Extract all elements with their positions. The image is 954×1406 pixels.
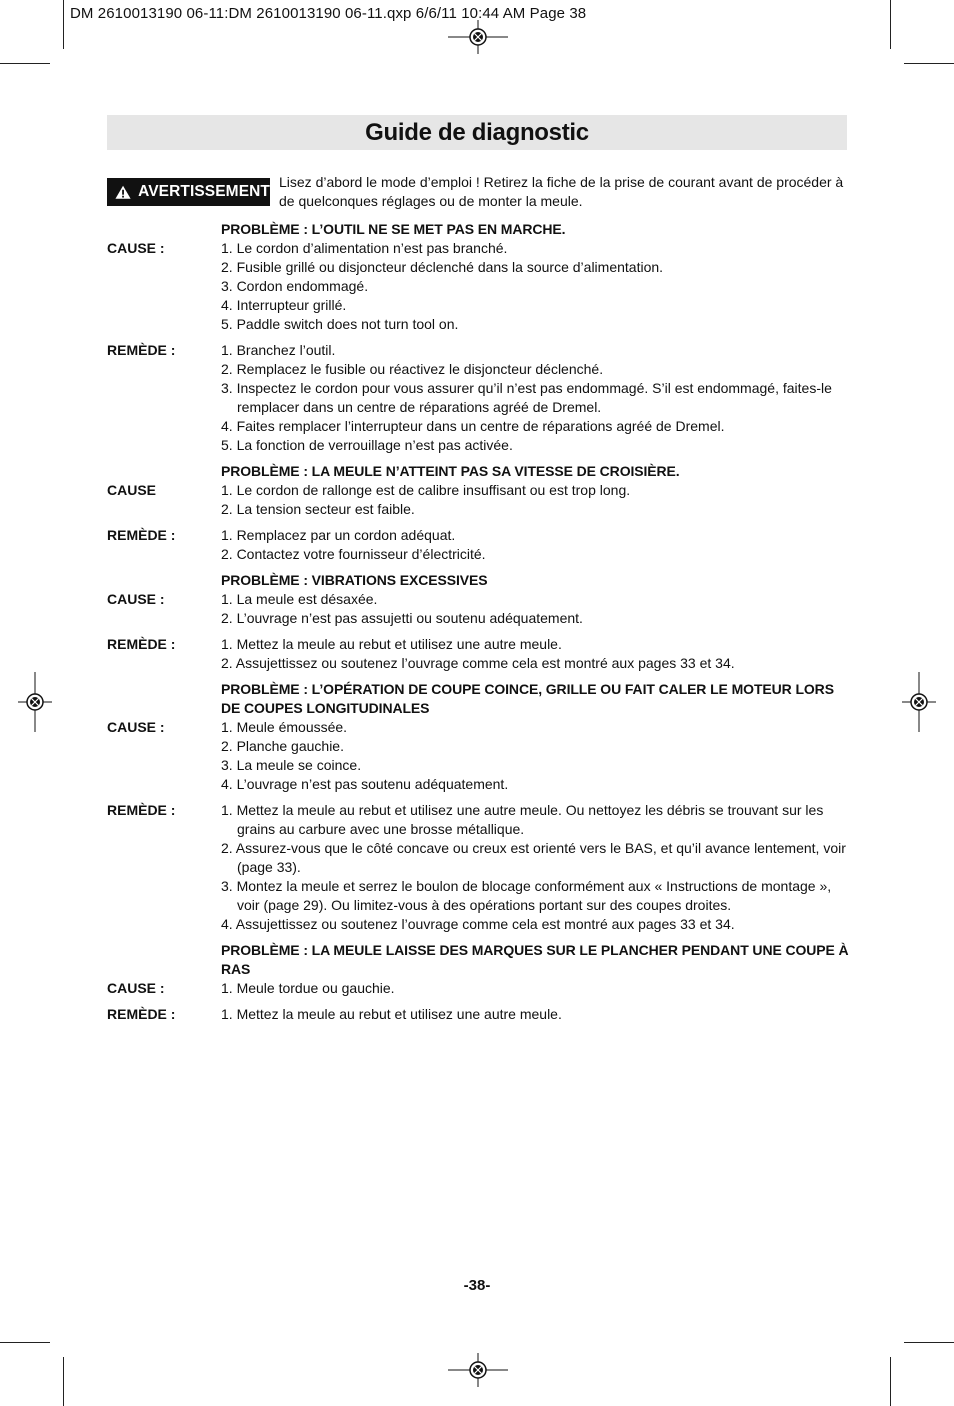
cause-row bbox=[107, 481, 849, 519]
cause-item: 4. L’ouvrage n’est pas soutenu adéquatement. bbox=[221, 776, 509, 792]
registration-mark-icon bbox=[448, 1353, 508, 1387]
warning-text: Lisez d’abord le mode d’emploi ! Retirez la fiche de la prise de courant avant de procéder à de quelconques réglages ou de monter la meule. bbox=[279, 174, 844, 209]
remedy-item: 1. Mettez la meule au rebut et utilisez une autre meule. bbox=[221, 1006, 562, 1022]
cause-item: 4. Interrupteur grillé. bbox=[221, 297, 347, 313]
cause-row bbox=[107, 979, 849, 998]
cause-item: 1. Meule émoussée. bbox=[221, 719, 348, 735]
remedy-label: REMÈDE : bbox=[107, 802, 176, 818]
cause-item: 2. L’ouvrage n’est pas assujetti ou soutenu adéquatement. bbox=[221, 610, 583, 626]
cause-item: 1. La meule est désaxée. bbox=[221, 591, 378, 607]
problem-section bbox=[107, 220, 849, 455]
cause-item: 2. Fusible grillé ou disjoncteur déclenché dans la source d’alimentation. bbox=[221, 259, 664, 275]
remedy-item: 2. Contactez votre fournisseur d’électricité. bbox=[221, 546, 486, 562]
remedy-item: 1. Mettez la meule au rebut et utilisez une autre meule. bbox=[221, 636, 562, 652]
crop-mark bbox=[904, 1342, 954, 1343]
remedy-item: 3. Inspectez le cordon pour vous assurer qu’il n’est pas endommagé. S’il est endommagé, faites-le remplacer dans un centre de réparations agréé de Dremel. bbox=[221, 380, 832, 415]
remedy-item: 4. Faites remplacer l’interrupteur dans un centre de réparations agréé de Dremel. bbox=[221, 418, 725, 434]
remedy-list bbox=[221, 635, 849, 673]
remedy-item: 1. Branchez l’outil. bbox=[221, 342, 336, 358]
remedy-item: 2. Assujettissez ou soutenez l’ouvrage comme cela est montré aux pages 33 et 34. bbox=[221, 655, 735, 671]
cause-list bbox=[221, 979, 849, 998]
remedy-item: 4. Assujettissez ou soutenez l’ouvrage comme cela est montré aux pages 33 et 34. bbox=[221, 916, 735, 932]
remedy-label: REMÈDE : bbox=[107, 1006, 176, 1022]
cause-list bbox=[221, 239, 849, 334]
warning-badge-label: AVERTISSEMENT bbox=[138, 183, 270, 200]
cause-item: 2. La tension secteur est faible. bbox=[221, 501, 415, 517]
crop-mark bbox=[904, 63, 954, 64]
problem-title: PROBLÈME : LA MEULE LAISSE DES MARQUES SUR LE PLANCHER PENDANT UNE COUPE À RAS bbox=[221, 942, 849, 977]
problem-title: PROBLÈME : LA MEULE N’ATTEINT PAS SA VITESSE DE CROISIÈRE. bbox=[221, 463, 680, 479]
remedy-item: 1. Mettez la meule au rebut et utilisez une autre meule. Ou nettoyez les débris se trouvant sur les grains au carbure avec une brosse métallique. bbox=[221, 802, 824, 837]
crop-mark bbox=[0, 1342, 50, 1343]
problem-section bbox=[107, 462, 849, 564]
problem-section bbox=[107, 941, 849, 1024]
cause-item: 1. Le cordon de rallonge est de calibre insuffisant ou est trop long. bbox=[221, 482, 631, 498]
remedy-label: REMÈDE : bbox=[107, 342, 176, 358]
warning-badge bbox=[107, 178, 270, 206]
cause-label: CAUSE : bbox=[107, 980, 165, 996]
cause-list bbox=[221, 481, 849, 519]
cause-item: 3. Cordon endommagé. bbox=[221, 278, 369, 294]
remedy-row bbox=[107, 526, 849, 564]
remedy-item: 5. La fonction de verrouillage n’est pas activée. bbox=[221, 437, 513, 453]
page-number: -38- bbox=[463, 1277, 491, 1294]
problem-section bbox=[107, 571, 849, 673]
cause-item: 1. Le cordon d’alimentation n’est pas branché. bbox=[221, 240, 508, 256]
cause-label: CAUSE : bbox=[107, 240, 165, 256]
cause-item: 2. Planche gauchie. bbox=[221, 738, 344, 754]
cause-item: 3. La meule se coince. bbox=[221, 757, 362, 773]
remedy-row bbox=[107, 341, 849, 455]
remedy-row bbox=[107, 801, 849, 934]
problem-title: PROBLÈME : VIBRATIONS EXCESSIVES bbox=[221, 572, 488, 588]
cause-list bbox=[221, 718, 849, 794]
remedy-label: REMÈDE : bbox=[107, 527, 176, 543]
problem-section bbox=[107, 680, 849, 934]
remedy-item: 2. Remplacez le fusible ou réactivez le disjoncteur déclenché. bbox=[221, 361, 604, 377]
cause-row bbox=[107, 718, 849, 794]
remedy-item: 3. Montez la meule et serrez le boulon de blocage conformément aux « Instructions de montage », voir (page 29). Ou limitez-vous à des opérations portant sur des coupes droites. bbox=[221, 878, 832, 913]
remedy-row bbox=[107, 635, 849, 673]
remedy-list bbox=[221, 526, 849, 564]
cause-item: 5. Paddle switch does not turn tool on. bbox=[221, 316, 459, 332]
remedy-row bbox=[107, 1005, 849, 1024]
crop-mark bbox=[63, 1357, 64, 1406]
troubleshooting-list bbox=[107, 220, 849, 1031]
crop-mark bbox=[890, 0, 891, 49]
crop-mark bbox=[890, 1357, 891, 1406]
crop-mark bbox=[0, 63, 50, 64]
cause-row bbox=[107, 590, 849, 628]
page-title: Guide de diagnostic bbox=[365, 119, 589, 146]
crop-mark bbox=[63, 0, 64, 49]
warning-triangle-icon bbox=[115, 184, 131, 200]
file-slug: DM 2610013190 06-11:DM 2610013190 06-11.qxp 6/6/11 10:44 AM Page 38 bbox=[70, 5, 587, 22]
cause-label: CAUSE : bbox=[107, 591, 165, 607]
remedy-list bbox=[221, 801, 849, 934]
remedy-label: REMÈDE : bbox=[107, 636, 176, 652]
cause-row bbox=[107, 239, 849, 334]
problem-title: PROBLÈME : L’OPÉRATION DE COUPE COINCE, GRILLE OU FAIT CALER LE MOTEUR LORS DE COUPES LONGITUDINALES bbox=[221, 681, 834, 716]
title-bar bbox=[107, 115, 847, 150]
registration-mark-icon bbox=[18, 672, 52, 732]
registration-mark-icon bbox=[902, 672, 936, 732]
cause-list bbox=[221, 590, 849, 628]
cause-label: CAUSE : bbox=[107, 719, 165, 735]
remedy-list bbox=[221, 341, 849, 455]
cause-item: 1. Meule tordue ou gauchie. bbox=[221, 980, 395, 996]
remedy-item: 2. Assurez-vous que le côté concave ou creux est orienté vers le BAS, et qu’il avance lentement, voir (page 33). bbox=[221, 840, 846, 875]
remedy-list bbox=[221, 1005, 849, 1024]
problem-title: PROBLÈME : L’OUTIL NE SE MET PAS EN MARCHE. bbox=[221, 221, 566, 237]
remedy-item: 1. Remplacez par un cordon adéquat. bbox=[221, 527, 456, 543]
cause-label: CAUSE bbox=[107, 482, 157, 498]
registration-mark-icon bbox=[448, 20, 508, 54]
